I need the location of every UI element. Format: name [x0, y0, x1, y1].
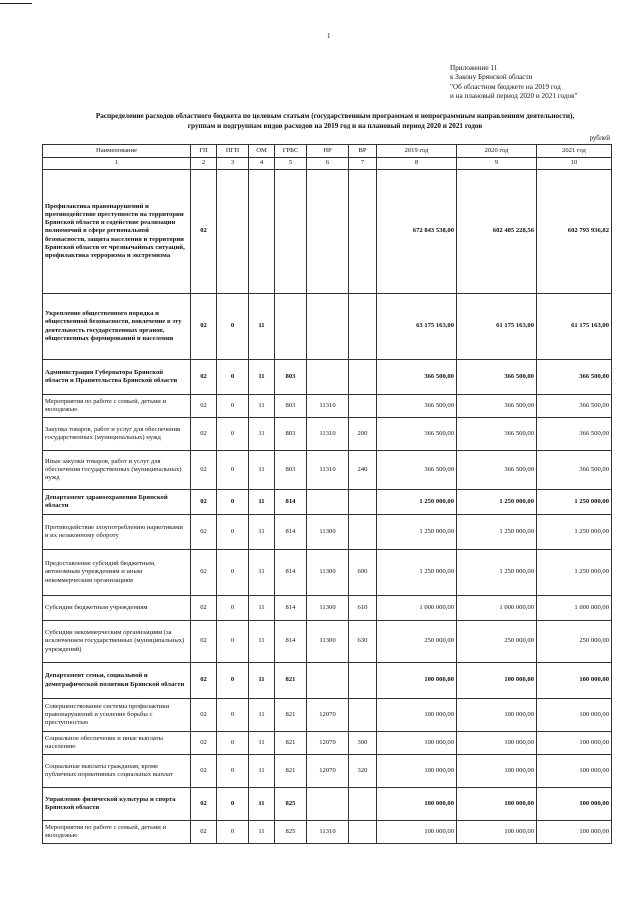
cell-vr [349, 294, 377, 360]
cell-gp: 02 [191, 294, 217, 360]
cell-vr [349, 490, 377, 515]
cell-y2021: 366 500,00 [537, 360, 612, 395]
appendix-line: "Об областном бюджете на 2019 год [450, 82, 561, 91]
cell-vr: 200 [349, 418, 377, 451]
cell-gp: 02 [191, 451, 217, 490]
cell-vr [349, 821, 377, 844]
cell-grbs: 814 [275, 621, 307, 663]
cell-y2019: 100 000,00 [377, 821, 457, 844]
cell-grbs: 803 [275, 395, 307, 418]
cell-nr: 11300 [307, 515, 349, 550]
cell-name: Закупка товаров, работ и услуг для обеспечения государственных (муниципальных) нужд [43, 418, 191, 451]
col-number: 6 [307, 158, 349, 170]
cell-vr: 240 [349, 451, 377, 490]
cell-gp: 02 [191, 490, 217, 515]
cell-y2020: 1 250 000,00 [457, 490, 537, 515]
cell-y2019: 1 250 000,00 [377, 490, 457, 515]
cell-grbs: 821 [275, 699, 307, 732]
cell-vr [349, 788, 377, 821]
table-row [43, 732, 612, 755]
cell-pgp: 0 [217, 755, 249, 788]
cell-gp: 02 [191, 663, 217, 699]
cell-om: 11 [249, 755, 275, 788]
cell-vr: 630 [349, 621, 377, 663]
cell-pgp [217, 170, 249, 294]
table-row [43, 418, 612, 451]
cell-om: 11 [249, 360, 275, 395]
cell-y2021: 366 500,00 [537, 418, 612, 451]
col-header-gp: ГП [191, 145, 217, 158]
budget-table [42, 144, 612, 844]
cell-name: Мероприятия по работе с семьей, детьми и молодежью [43, 395, 191, 418]
cell-vr: 600 [349, 550, 377, 596]
cell-name: Предоставление субсидий бюджетным, автономным учреждениям и иным некоммерческим организациям [43, 550, 191, 596]
col-number: 4 [249, 158, 275, 170]
cell-y2019: 100 000,00 [377, 788, 457, 821]
cell-vr [349, 699, 377, 732]
cell-y2019: 100 000,00 [377, 755, 457, 788]
cell-y2021: 1 250 000,00 [537, 550, 612, 596]
cell-grbs: 814 [275, 550, 307, 596]
cell-grbs: 803 [275, 360, 307, 395]
table-row [43, 699, 612, 732]
cell-vr [349, 395, 377, 418]
cell-y2021: 100 000,00 [537, 788, 612, 821]
cell-y2019: 672 843 538,00 [377, 170, 457, 294]
cell-pgp: 0 [217, 395, 249, 418]
cell-om: 11 [249, 515, 275, 550]
cell-y2019: 1 250 000,00 [377, 550, 457, 596]
cell-name: Администрация Губернатора Брянской области и Правительства Брянской области [43, 360, 191, 395]
cell-gp: 02 [191, 515, 217, 550]
cell-om: 11 [249, 418, 275, 451]
col-header-om: ОМ [249, 145, 275, 158]
column-number-row [43, 158, 612, 170]
cell-grbs: 821 [275, 663, 307, 699]
cell-y2021: 100 000,00 [537, 663, 612, 699]
cell-pgp: 0 [217, 821, 249, 844]
cell-y2019: 1 000 000,00 [377, 596, 457, 621]
col-header-nr: НР [307, 145, 349, 158]
cell-grbs: 821 [275, 732, 307, 755]
cell-om: 11 [249, 663, 275, 699]
cell-pgp: 0 [217, 360, 249, 395]
cell-y2019: 366 500,00 [377, 360, 457, 395]
cell-y2020: 100 000,00 [457, 821, 537, 844]
col-number: 5 [275, 158, 307, 170]
cell-grbs: 825 [275, 821, 307, 844]
cell-om: 11 [249, 294, 275, 360]
col-header-2020: 2020 год [457, 145, 537, 158]
cell-nr: 11310 [307, 821, 349, 844]
units-label: рублей [589, 134, 610, 142]
cell-vr: 320 [349, 755, 377, 788]
table-row [43, 170, 612, 294]
col-header-grbs: ГРБС [275, 145, 307, 158]
cell-nr: 12070 [307, 755, 349, 788]
cell-om: 11 [249, 732, 275, 755]
cell-pgp: 0 [217, 788, 249, 821]
cell-grbs: 814 [275, 596, 307, 621]
col-header-2021: 2021 год [537, 145, 612, 158]
cell-y2021: 366 500,00 [537, 395, 612, 418]
title-line: группам и подгруппам видов расходов на 2019 год и на плановый период 2020 и 2021 годов [187, 121, 483, 130]
cell-nr: 12070 [307, 732, 349, 755]
cell-vr [349, 360, 377, 395]
table-row [43, 451, 612, 490]
cell-y2021: 1 250 000,00 [537, 515, 612, 550]
cell-y2020: 100 000,00 [457, 788, 537, 821]
cell-y2019: 1 250 000,00 [377, 515, 457, 550]
col-header-vr: ВР [349, 145, 377, 158]
col-number: 3 [217, 158, 249, 170]
table-row [43, 755, 612, 788]
cell-nr [307, 663, 349, 699]
appendix-note [450, 64, 635, 102]
cell-gp: 02 [191, 755, 217, 788]
table-row [43, 821, 612, 844]
cell-y2021: 1 250 000,00 [537, 490, 612, 515]
cell-y2020: 250 000,00 [457, 621, 537, 663]
cell-om [249, 170, 275, 294]
cell-y2020: 366 500,00 [457, 451, 537, 490]
cell-y2020: 366 500,00 [457, 418, 537, 451]
cell-y2021: 61 175 163,00 [537, 294, 612, 360]
cell-gp: 02 [191, 550, 217, 596]
appendix-line: к Закону Брянской области [450, 73, 533, 82]
cell-gp: 02 [191, 788, 217, 821]
cell-grbs: 803 [275, 418, 307, 451]
cell-grbs: 814 [275, 490, 307, 515]
table-row [43, 395, 612, 418]
cell-name: Социальное обеспечение и иные выплаты населению [43, 732, 191, 755]
cell-name: Субсидии некоммерческим организациям (за исключением государственных (муниципальных) учреждений) [43, 621, 191, 663]
table-row [43, 621, 612, 663]
cell-y2021: 366 500,00 [537, 451, 612, 490]
cell-name: Субсидии бюджетным учреждениям [43, 596, 191, 621]
cell-nr [307, 490, 349, 515]
cell-y2020: 366 500,00 [457, 360, 537, 395]
cell-nr: 11300 [307, 550, 349, 596]
table-row [43, 550, 612, 596]
cell-y2020: 100 000,00 [457, 663, 537, 699]
cell-y2020: 100 000,00 [457, 699, 537, 732]
cell-gp: 02 [191, 821, 217, 844]
cell-y2021: 1 000 000,00 [537, 596, 612, 621]
cell-grbs: 803 [275, 451, 307, 490]
cell-om: 11 [249, 550, 275, 596]
table-row [43, 788, 612, 821]
cell-y2021: 100 000,00 [537, 732, 612, 755]
col-number: 2 [191, 158, 217, 170]
cell-gp: 02 [191, 360, 217, 395]
col-number: 9 [457, 158, 537, 170]
cell-vr [349, 515, 377, 550]
cell-vr [349, 170, 377, 294]
cell-y2019: 250 000,00 [377, 621, 457, 663]
cell-pgp: 0 [217, 418, 249, 451]
top-rule [0, 3, 32, 4]
cell-pgp: 0 [217, 550, 249, 596]
cell-pgp: 0 [217, 596, 249, 621]
col-number: 10 [537, 158, 612, 170]
cell-nr [307, 294, 349, 360]
cell-y2019: 100 000,00 [377, 732, 457, 755]
cell-pgp: 0 [217, 294, 249, 360]
cell-name: Управление физической культуры и спорта Брянской области [43, 788, 191, 821]
cell-pgp: 0 [217, 621, 249, 663]
cell-name: Профилактика правонарушений и противодействие преступности на территории Брянской области и содействие реализации полномочий в сфере региональной безопасности, защита населения и территории Брянской области от чрезвычайных ситуаций, профилактика терроризма и экстремизма [43, 170, 191, 294]
cell-y2021: 250 000,00 [537, 621, 612, 663]
cell-nr [307, 170, 349, 294]
cell-y2019: 63 175 163,00 [377, 294, 457, 360]
cell-om: 11 [249, 821, 275, 844]
cell-y2019: 366 500,00 [377, 451, 457, 490]
cell-om: 11 [249, 596, 275, 621]
cell-om: 11 [249, 395, 275, 418]
cell-om: 11 [249, 699, 275, 732]
cell-nr: 11310 [307, 418, 349, 451]
cell-name: Департамент семьи, социальной и демографической политики Брянской области [43, 663, 191, 699]
cell-pgp: 0 [217, 699, 249, 732]
cell-pgp: 0 [217, 451, 249, 490]
cell-y2020: 366 500,00 [457, 395, 537, 418]
cell-y2019: 100 000,00 [377, 699, 457, 732]
cell-y2020: 1 250 000,00 [457, 515, 537, 550]
table-row [43, 360, 612, 395]
cell-y2019: 366 500,00 [377, 418, 457, 451]
cell-name: Иные закупки товаров, работ и услуг для обеспечения государственных (муниципальных) нужд [43, 451, 191, 490]
cell-y2019: 100 000,00 [377, 663, 457, 699]
header-row [43, 145, 612, 158]
cell-y2021: 100 000,00 [537, 699, 612, 732]
col-number: 8 [377, 158, 457, 170]
table-row [43, 515, 612, 550]
cell-name: Социальные выплаты гражданам, кроме публичных нормативных социальных выплат [43, 755, 191, 788]
col-header-name: Наименование [43, 145, 191, 158]
cell-grbs [275, 170, 307, 294]
cell-pgp: 0 [217, 515, 249, 550]
cell-name: Укрепление общественного порядка и общественной безопасности, вовлечение в эту деятельность государственных органов, общественных формирований и населения [43, 294, 191, 360]
cell-gp: 02 [191, 170, 217, 294]
cell-nr: 11300 [307, 621, 349, 663]
cell-name: Мероприятия по работе с семьей, детьми и молодежью [43, 821, 191, 844]
col-header-pgp: ПГП [217, 145, 249, 158]
cell-nr: 11310 [307, 451, 349, 490]
cell-grbs [275, 294, 307, 360]
cell-gp: 02 [191, 621, 217, 663]
cell-y2020: 100 000,00 [457, 732, 537, 755]
table-row [43, 490, 612, 515]
cell-gp: 02 [191, 418, 217, 451]
cell-gp: 02 [191, 732, 217, 755]
title-line: Распределение расходов областного бюджета по целевым статьям (государственным программам и непрограммным направлениям деятельности), [95, 112, 575, 120]
cell-y2019: 366 500,00 [377, 395, 457, 418]
table-row [43, 596, 612, 621]
page-mark: 1 [327, 32, 331, 40]
document-title [40, 112, 630, 131]
cell-grbs: 825 [275, 788, 307, 821]
cell-name: Совершенствование системы профилактики правонарушений и усиление борьбы с преступностью [43, 699, 191, 732]
col-number: 7 [349, 158, 377, 170]
table-row [43, 663, 612, 699]
cell-name: Противодействие злоупотреблению наркотиками и их незаконному обороту [43, 515, 191, 550]
budget-rows [43, 170, 612, 844]
cell-vr [349, 663, 377, 699]
cell-y2021: 602 793 936,82 [537, 170, 612, 294]
cell-grbs: 814 [275, 515, 307, 550]
cell-gp: 02 [191, 596, 217, 621]
cell-pgp: 0 [217, 732, 249, 755]
cell-name: Департамент здравоохранения Брянской области [43, 490, 191, 515]
cell-y2020: 602 485 228,56 [457, 170, 537, 294]
cell-nr [307, 788, 349, 821]
cell-grbs: 821 [275, 755, 307, 788]
cell-y2020: 1 250 000,00 [457, 550, 537, 596]
cell-om: 11 [249, 788, 275, 821]
cell-om: 11 [249, 451, 275, 490]
cell-nr: 11300 [307, 596, 349, 621]
cell-pgp: 0 [217, 490, 249, 515]
cell-y2020: 100 000,00 [457, 755, 537, 788]
cell-vr: 610 [349, 596, 377, 621]
col-number: 1 [43, 158, 191, 170]
cell-pgp: 0 [217, 663, 249, 699]
table-row [43, 294, 612, 360]
col-header-2019: 2019 год [377, 145, 457, 158]
cell-gp: 02 [191, 395, 217, 418]
appendix-line: и на плановый период 2020 и 2021 годов" [450, 92, 578, 101]
cell-y2020: 61 175 163,00 [457, 294, 537, 360]
cell-gp: 02 [191, 699, 217, 732]
cell-vr: 300 [349, 732, 377, 755]
cell-nr [307, 360, 349, 395]
appendix-line: Приложение 11 [450, 64, 498, 72]
cell-om: 11 [249, 490, 275, 515]
cell-nr: 11310 [307, 395, 349, 418]
cell-om: 11 [249, 621, 275, 663]
cell-y2021: 100 000,00 [537, 821, 612, 844]
cell-y2021: 100 000,00 [537, 755, 612, 788]
cell-nr: 12070 [307, 699, 349, 732]
cell-y2020: 1 000 000,00 [457, 596, 537, 621]
